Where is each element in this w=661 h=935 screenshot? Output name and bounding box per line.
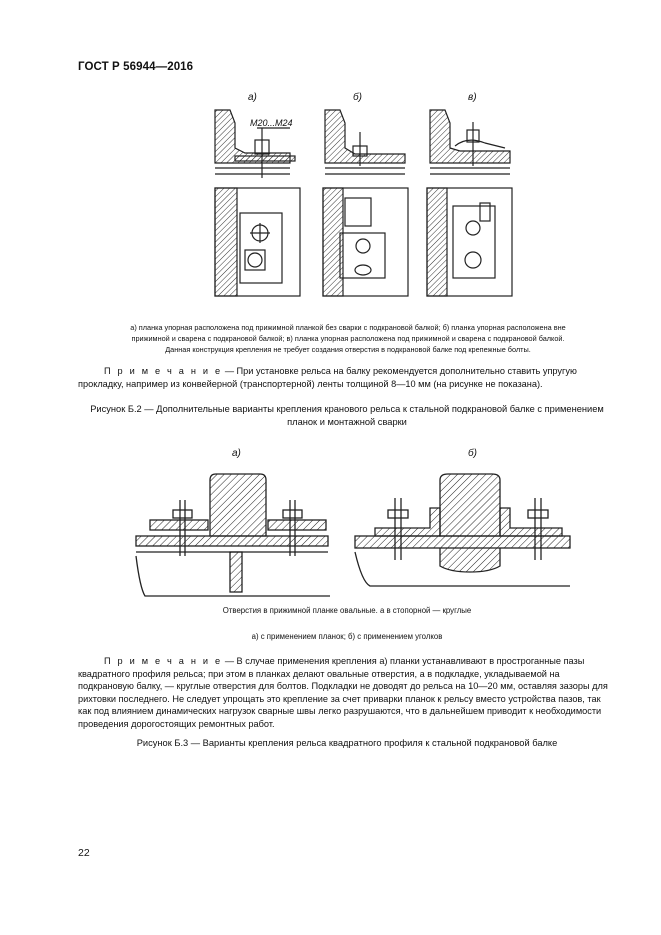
bolt-size-label: М20...М24 <box>250 118 293 128</box>
figure-b2-legend-line-1: а) планка упорная расположена под прижимной планкой без сварки с подкрановой балкой; б) планка упорная расположена вне <box>130 323 566 332</box>
document-header: ГОСТ Р 56944—2016 <box>78 61 194 73</box>
figure-b3-note <box>78 655 616 730</box>
figure-b2-title: Рисунок Б.2 — Дополнительные варианты крепления кранового рельса к стальной подкрановой балке с применением планок и монтажной сварки <box>90 404 604 427</box>
figure-b3-drawing <box>130 448 575 608</box>
page-number: 22 <box>78 847 90 859</box>
note-label: П р и м е ч а н и е <box>104 366 223 376</box>
note-text: — В случае применения крепления а) планки устанавливают в прострoганные пазы квадратного профиля рельса; при этом в планках делают овальные отверстия, а в подкладке, укладываемой на подкрановую балку, — круглые отверстия для болтов. Подкладки не доводят до рельса на 10—20 мм, оставляя зазоры для рихтовки последнего. Не следует упрощать это крепление за счет приварки планок к рельсу вместо устройства пазов, так как под влиянием динамических нагрузок сварные швы легко разрушаются, что в дальнейшем приводит к необходимости проведения дорогостоящих ремонтных работ. <box>78 656 608 729</box>
figure-b2-label-v: в) <box>468 92 477 103</box>
figure-b2-label-b: б) <box>353 92 362 103</box>
figure-b2-label-a: а) <box>248 92 257 103</box>
figure-b3-label-a: а) <box>232 448 241 459</box>
figure-b3-svg <box>130 448 575 608</box>
figure-b3-sub-caption: а) с применением планок; б) с применением уголков <box>251 632 443 641</box>
figure-b3-inner-caption: Отверстия в прижимной планке овальные. а в стопорной — круглые <box>222 606 472 615</box>
figure-b2-svg <box>205 88 615 308</box>
note-text: — При установке рельса на балку рекомендуется дополнительно ставить упругую прокладку, например из конвейерной (транспортерной) ленты толщиной 8—10 мм (на рисунке не показана). <box>78 366 577 389</box>
figure-b2-note <box>78 365 616 390</box>
note-label: П р и м е ч а н и е <box>104 656 223 666</box>
figure-b2-legend-line-2: прижимной и сварена с подкрановой балкой; в) планка упорная расположена под прижимной и сварена с подкрановой балкой. <box>131 334 565 343</box>
figure-b2-drawing <box>205 88 615 308</box>
figure-b3-label-b: б) <box>468 448 477 459</box>
figure-b2-legend-line-3: Данная конструкция крепления не требует создания отверстия в подкрановой балке под крепежные болты. <box>165 345 531 354</box>
figure-b3-title: Рисунок Б.3 — Варианты крепления рельса квадратного профиля к стальной подкрановой балке <box>136 738 558 748</box>
